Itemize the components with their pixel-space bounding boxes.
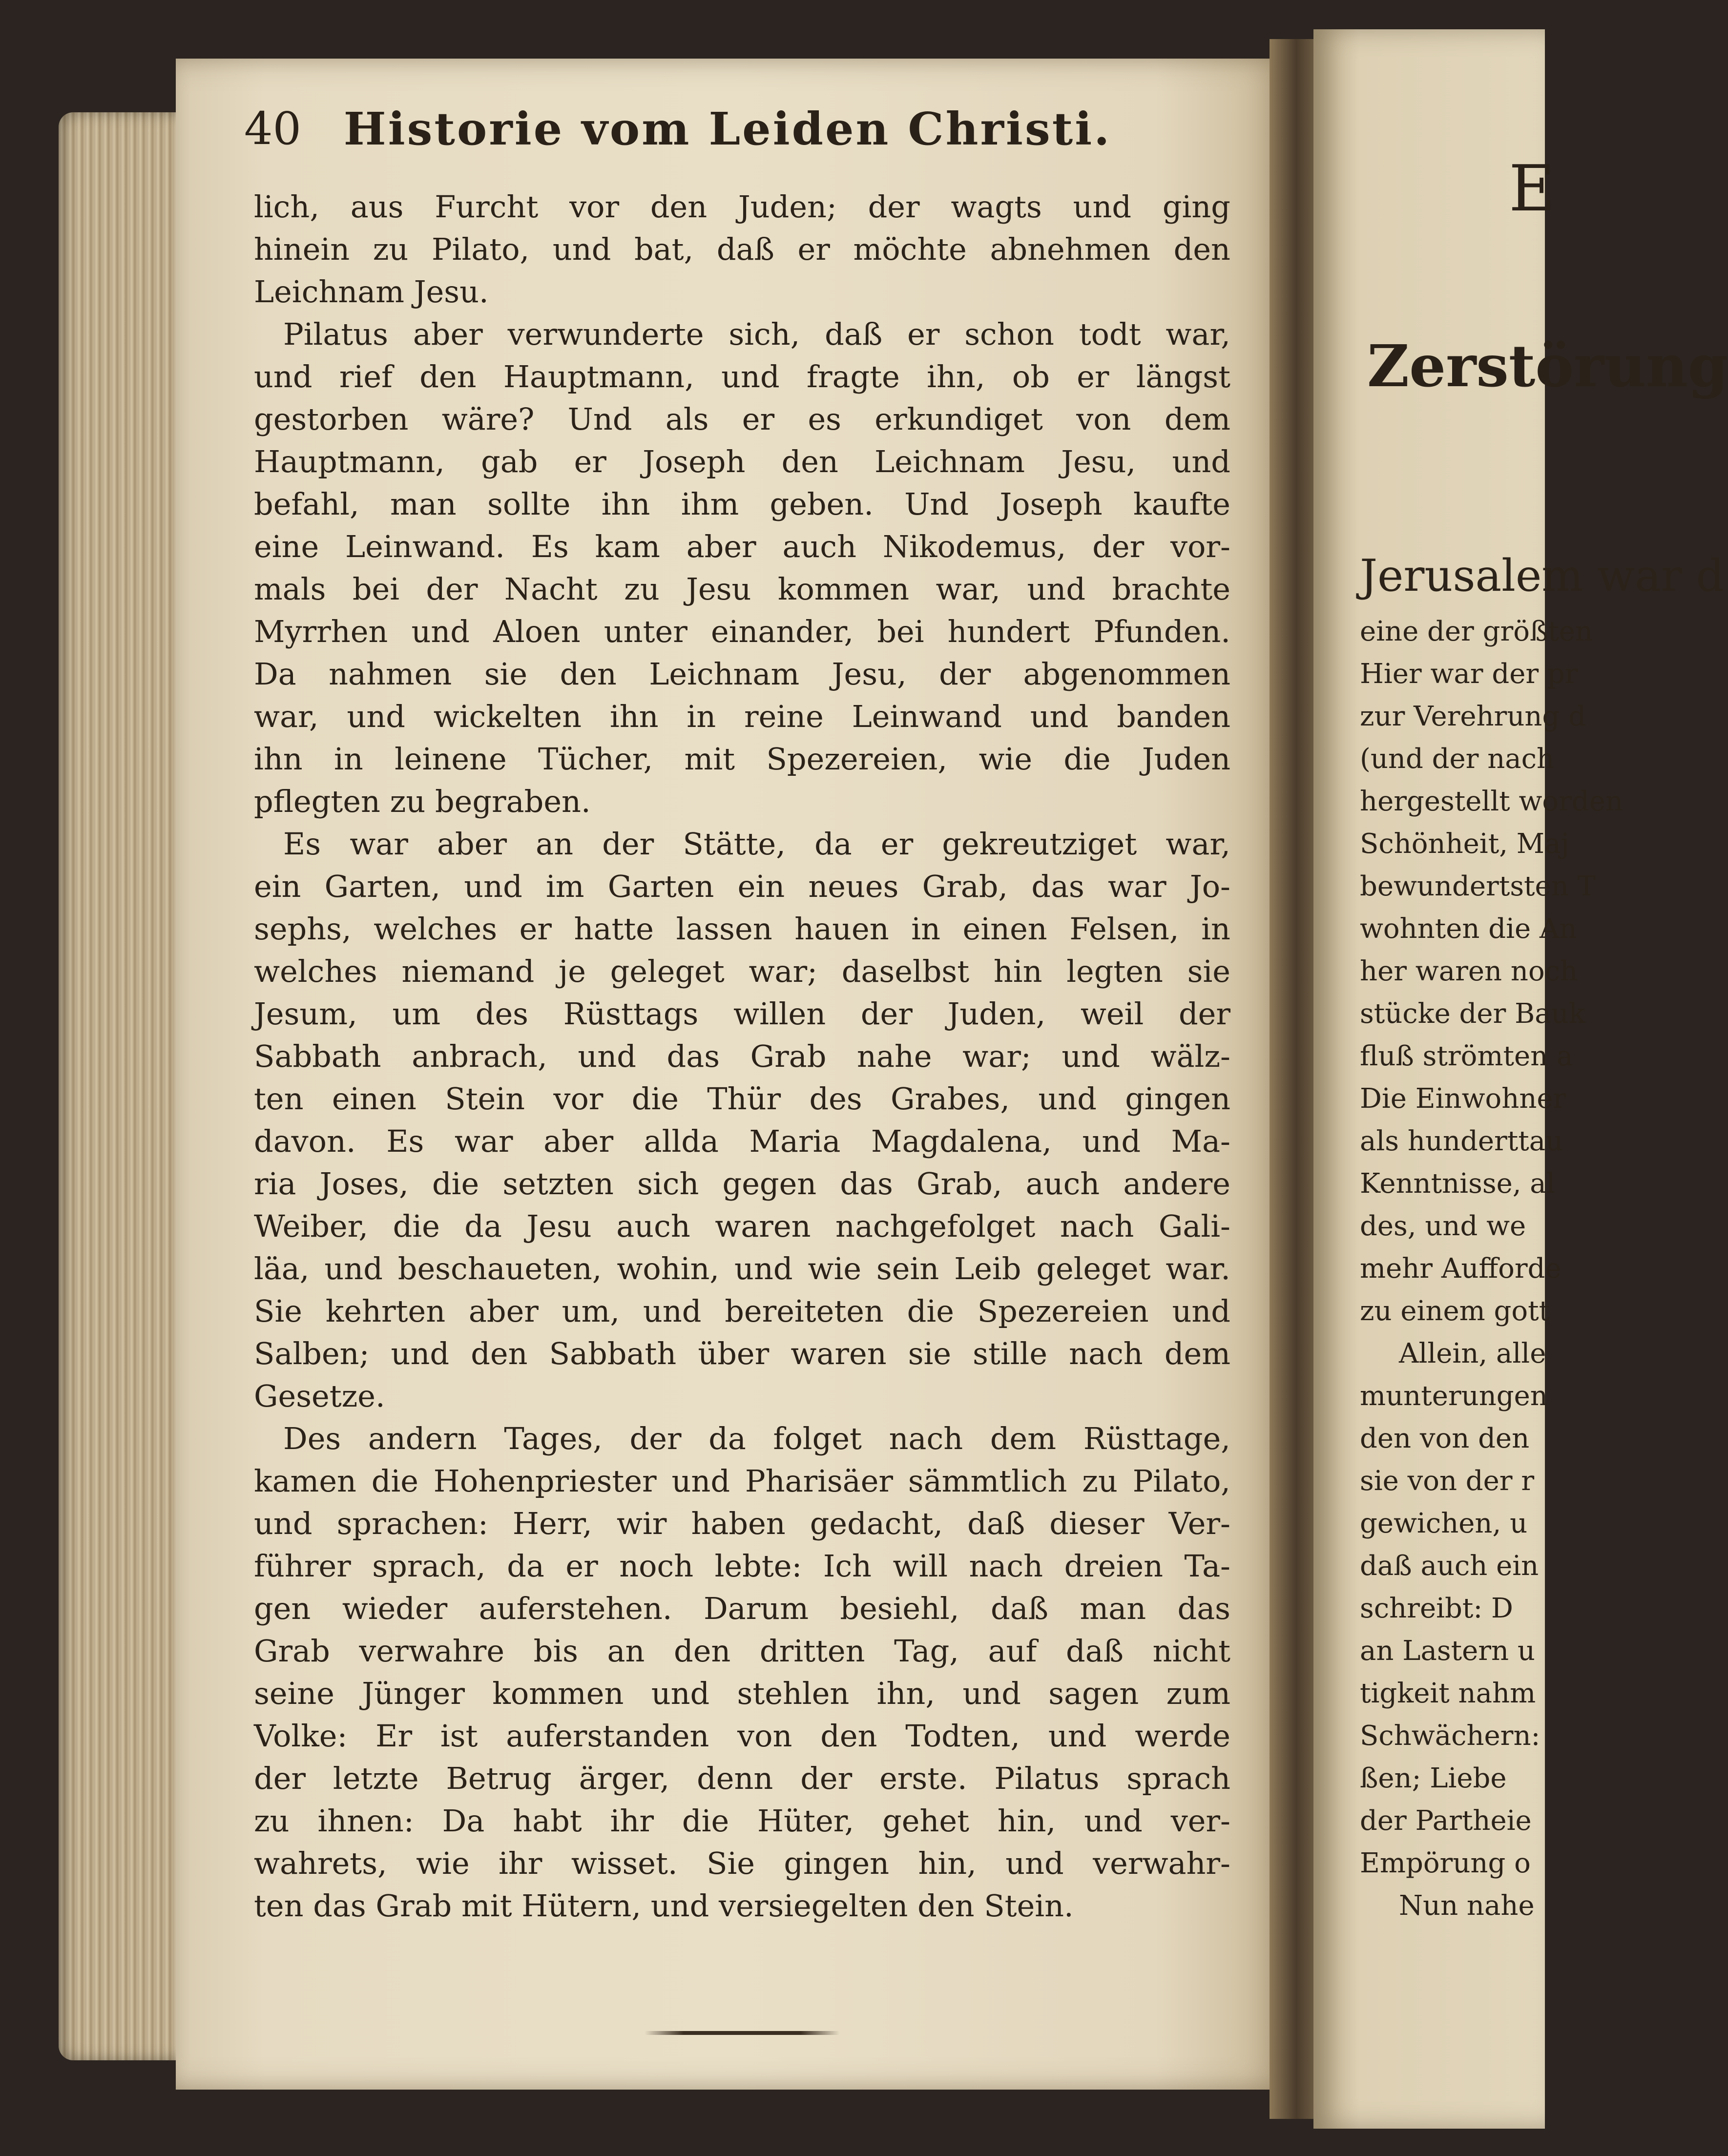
right-text-line: ßen; Liebe: [1360, 1762, 1507, 1794]
text-line: Weiber, die da Jesu auch waren nachgefolget nach Gali-: [254, 1208, 1230, 1244]
right-text-line: daß auch ein: [1360, 1550, 1539, 1582]
right-text-line: Hier war der pr: [1360, 658, 1578, 690]
right-text-line: zur Verehrung d: [1360, 701, 1586, 732]
right-text-line: Jerusalem war d: [1360, 550, 1725, 601]
text-line: Des andern Tages, der da folget nach dem Rüsttage,: [283, 1421, 1230, 1456]
right-page-header-fragment: E: [1509, 151, 1555, 226]
text-line: kamen die Hohenpriester und Pharisäer sämmtlich zu Pilato,: [254, 1463, 1230, 1499]
right-text-line: gewichen, u: [1360, 1508, 1528, 1539]
text-line: Hauptmann, gab er Joseph den Leichnam Jesu, und: [254, 444, 1230, 479]
right-text-line: an Lastern u: [1360, 1635, 1535, 1667]
right-text-line: wohnten die An: [1360, 913, 1577, 945]
text-line: Leichnam Jesu.: [254, 274, 489, 310]
text-line: pflegten zu begraben.: [254, 784, 591, 819]
text-line: Es war aber an der Stätte, da er gekreutziget war,: [283, 826, 1230, 862]
text-line: eine Leinwand. Es kam aber auch Nikodemus, der vor-: [254, 529, 1230, 564]
text-line: läa, und beschaueten, wohin, und wie sein Leib geleget war.: [254, 1251, 1230, 1286]
right-text-line: Die Einwohner: [1360, 1083, 1566, 1115]
text-line: und rief den Hauptmann, und fragte ihn, ob er längst: [254, 359, 1230, 394]
text-line: ten das Grab mit Hütern, und versiegelten den Stein.: [254, 1888, 1074, 1924]
right-text-line: (und der nach: [1360, 743, 1555, 775]
right-text-line: zu einem gott: [1360, 1295, 1550, 1327]
left-page: [176, 59, 1289, 2090]
right-text-line: munterungen: [1360, 1380, 1548, 1412]
text-line: gestorben wäre? Und als er es erkundiget von dem: [254, 401, 1230, 437]
text-line: ten einen Stein vor die Thür des Grabes, und gingen: [254, 1081, 1230, 1117]
text-line: Salben; und den Sabbath über waren sie stille nach dem: [254, 1336, 1230, 1371]
page-block-edge: [59, 112, 181, 2060]
text-line: gen wieder auferstehen. Darum besiehl, daß man das: [254, 1591, 1230, 1626]
body-text: [254, 186, 1230, 1927]
right-text-line: mehr Aufforde: [1360, 1253, 1561, 1285]
right-text-line: tigkeit nahm: [1360, 1678, 1536, 1709]
text-line: Da nahmen sie den Leichnam Jesu, der abgenommen: [254, 656, 1230, 692]
text-line: führer sprach, da er noch lebte: Ich will nach dreien Ta-: [254, 1548, 1230, 1584]
text-line: hinein zu Pilato, und bat, daß er möchte abnehmen den: [254, 231, 1230, 267]
right-text-line: schreibt: D: [1360, 1593, 1513, 1624]
page-number: 40: [244, 103, 302, 155]
text-line: Volke: Er ist auferstanden von den Todten, und werde: [254, 1718, 1230, 1754]
right-text-line: Nun nahe: [1399, 1890, 1535, 1922]
text-line: ria Joses, die setzten sich gegen das Grab, auch andere: [254, 1166, 1230, 1202]
right-text-line: bewundertsten T: [1360, 871, 1596, 902]
text-line: seine Jünger kommen und stehlen ihn, und sagen zum: [254, 1676, 1230, 1711]
text-line: Gesetze.: [254, 1378, 385, 1414]
right-text-line: Schönheit, Maj: [1360, 828, 1569, 860]
text-line: davon. Es war aber allda Maria Magdalena, und Ma-: [254, 1123, 1230, 1159]
right-text-line: Kenntnisse, al: [1360, 1168, 1555, 1200]
text-line: lich, aus Furcht vor den Juden; der wagts und ging: [254, 189, 1230, 225]
text-line: ein Garten, und im Garten ein neues Grab, das war Jo-: [254, 869, 1230, 904]
right-text-line: hergestellt worden: [1360, 786, 1623, 817]
text-line: mals bei der Nacht zu Jesu kommen war, und brachte: [254, 571, 1230, 607]
right-text-line: her waren noch: [1360, 955, 1578, 987]
right-text-line: Schwächern:: [1360, 1720, 1541, 1752]
right-text-line: sie von der r: [1360, 1465, 1535, 1497]
text-line: der letzte Betrug ärger, denn der erste. Pilatus sprach: [254, 1761, 1230, 1796]
text-line: Jesum, um des Rüsttags willen der Juden, weil der: [254, 996, 1230, 1032]
right-text-line: des, und we: [1360, 1210, 1526, 1242]
text-line: Grab verwahre bis an den dritten Tag, auf daß nicht: [254, 1633, 1230, 1669]
right-text-line: eine der größten: [1360, 616, 1593, 647]
right-page: [1313, 29, 1728, 2129]
right-text-line: Empörung o: [1360, 1847, 1531, 1879]
right-page-text: [1360, 542, 1725, 1927]
right-text-line: als hunderttau: [1360, 1125, 1563, 1157]
right-text-line: den von den: [1360, 1423, 1530, 1454]
right-text-line: Allein, alle: [1399, 1338, 1546, 1369]
right-text-line: fluß strömten a: [1360, 1040, 1573, 1072]
text-line: und sprachen: Herr, wir haben gedacht, daß dieser Ver-: [254, 1506, 1230, 1541]
right-page-heading: Zerstörung: [1367, 332, 1728, 400]
text-line: Sabbath anbrach, und das Grab nahe war; und wälz-: [254, 1038, 1230, 1074]
right-text-line: stücke der Bauk: [1360, 998, 1585, 1030]
text-line: Sie kehrten aber um, und bereiteten die Spezereien und: [254, 1293, 1230, 1329]
text-line: war, und wickelten ihn in reine Leinwand und banden: [254, 699, 1230, 734]
text-line: Myrrhen und Aloen unter einander, bei hundert Pfunden.: [254, 614, 1230, 649]
text-line: Pilatus aber verwunderte sich, daß er schon todt war,: [283, 316, 1230, 352]
text-line: welches niemand je geleget war; daselbst hin legten sie: [254, 954, 1230, 989]
text-line: wahrets, wie ihr wisset. Sie gingen hin, und verwahr-: [254, 1845, 1230, 1881]
page-header: [244, 103, 1211, 176]
text-line: sephs, welches er hatte lassen hauen in einen Felsen, in: [254, 911, 1230, 947]
end-rule: [645, 2031, 840, 2035]
text-line: zu ihnen: Da habt ihr die Hüter, gehet hin, und ver-: [254, 1803, 1230, 1839]
text-line: befahl, man sollte ihn ihm geben. Und Joseph kaufte: [254, 486, 1230, 522]
text-line: ihn in leinene Tücher, mit Spezereien, wie die Juden: [254, 741, 1230, 777]
right-text-line: der Partheie: [1360, 1805, 1532, 1837]
running-head: Historie vom Leiden Christi.: [343, 103, 1112, 155]
